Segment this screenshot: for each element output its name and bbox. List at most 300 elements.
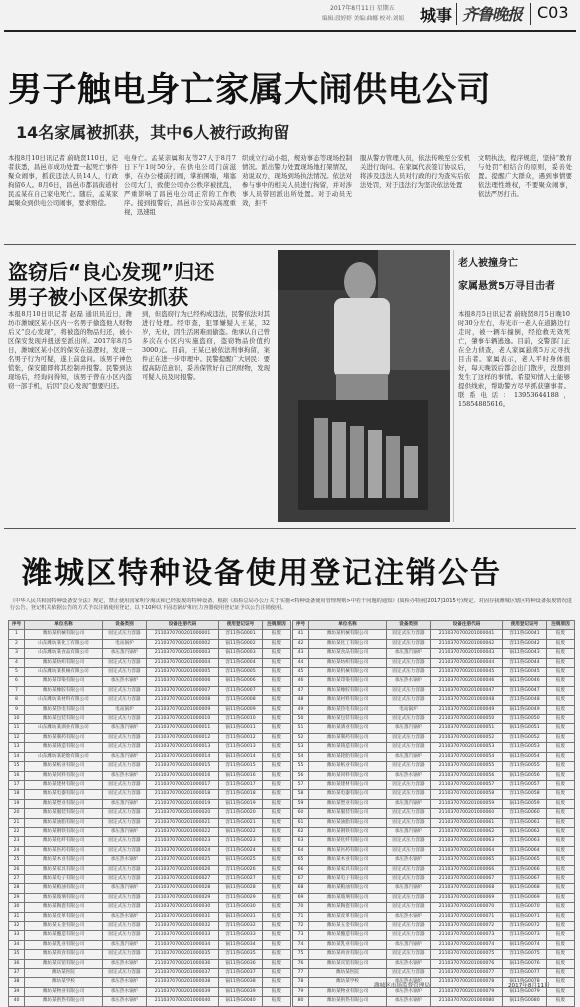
table-cell: 潍坊某酿造有限公司 <box>309 931 387 940</box>
table-cell: 2110370700201000030 <box>147 903 219 912</box>
table-cell: 报废 <box>547 837 575 846</box>
table-cell: 固定式压力容器 <box>103 809 147 818</box>
table-cell: 报废 <box>263 649 291 658</box>
table-cell: 潍坊某物业有限公司 <box>309 987 387 996</box>
table-cell: 报废 <box>547 809 575 818</box>
header-cell: 序号 <box>293 621 309 630</box>
table-cell: 容11鲁G0005 <box>219 668 263 677</box>
table-cell: 报废 <box>547 630 575 639</box>
table-cell: 潍坊某铸造有限公司 <box>25 743 103 752</box>
lead-column-4: 服从警方管理人员，依法传唤至公安机关进行询问。在家属代表签订协议后，将涉及违法人员对行政的行为查实后依法处罚，对于违法行为坚决依法处置 <box>360 154 470 189</box>
table-cell: 73 <box>293 931 309 940</box>
table-cell: 报废 <box>547 705 575 714</box>
table-cell: 报废 <box>547 639 575 648</box>
table-cell: 固定式压力容器 <box>103 715 147 724</box>
table-row <box>9 630 291 639</box>
table-cell: 报废 <box>263 874 291 883</box>
table-row <box>293 903 575 912</box>
table-row <box>9 903 291 912</box>
table-cell: 固定式压力容器 <box>387 658 431 667</box>
table-cell: 64 <box>293 846 309 855</box>
header-cell: 使用登记证号 <box>503 621 547 630</box>
table-cell: 2110370700201000046 <box>431 677 503 686</box>
table-cell: 报废 <box>547 893 575 902</box>
table-cell: 2110370700201000007 <box>147 686 219 695</box>
table-cell: 潍坊某钢铁有限公司 <box>25 827 103 836</box>
table-cell: 容11鲁G0057 <box>503 780 547 789</box>
table-cell: 潍坊某家具有限公司 <box>25 865 103 874</box>
table-cell: 2110370700201000069 <box>431 893 503 902</box>
table-cell: 承压蒸汽锅炉 <box>387 827 431 836</box>
table-cell: 承压热水锅炉 <box>103 856 147 865</box>
table-cell: 潍坊某纺织有限公司 <box>309 658 387 667</box>
table-cell: 承压热水锅炉 <box>387 959 431 968</box>
table-cell: 13 <box>9 743 25 752</box>
table-cell: 潍坊某制药有限公司 <box>309 733 387 742</box>
table-cell: 11 <box>9 724 25 733</box>
table-cell: 17 <box>9 780 25 789</box>
table-cell: 潍坊某木业有限公司 <box>25 856 103 865</box>
table-cell: 容11鲁G0075 <box>503 950 547 959</box>
table-cell: 67 <box>293 874 309 883</box>
table-cell: 承压蒸汽锅炉 <box>103 724 147 733</box>
table-cell: 报废 <box>263 724 291 733</box>
table-cell: 潍坊某化纤有限公司 <box>309 837 387 846</box>
table-cell: 4 <box>9 658 25 667</box>
table-cell: 75 <box>293 950 309 959</box>
table-cell: 53 <box>293 743 309 752</box>
table-cell: 报废 <box>263 809 291 818</box>
table-cell: 潍坊某酿造有限公司 <box>25 931 103 940</box>
table-cell: 潍坊某橡胶有限公司 <box>309 686 387 695</box>
table-row <box>9 940 291 949</box>
table-row <box>293 743 575 752</box>
table-cell: 2110370700201000070 <box>431 903 503 912</box>
table-cell: 37 <box>9 969 25 978</box>
table-cell: 2110370700201000064 <box>431 846 503 855</box>
table-cell: 锅11鲁G0016 <box>219 771 263 780</box>
table-cell: 容11鲁G0032 <box>219 922 263 931</box>
table-cell: 报废 <box>547 959 575 968</box>
table-row <box>9 818 291 827</box>
table-cell: 容11鲁G0070 <box>503 903 547 912</box>
table-row <box>9 978 291 987</box>
table-cell: 锅11鲁G0022 <box>219 827 263 836</box>
table-cell: 锅11鲁G0062 <box>503 827 547 836</box>
table-row <box>293 762 575 771</box>
table-cell: 68 <box>293 884 309 893</box>
table-cell: 山东潍坊某机械有限公司 <box>25 668 103 677</box>
table-cell: 固定式压力容器 <box>387 639 431 648</box>
table-cell: 54 <box>293 752 309 761</box>
notice-table-header <box>293 621 575 630</box>
table-cell: 固定式压力容器 <box>387 780 431 789</box>
table-cell: 24 <box>9 846 25 855</box>
table-cell: 报废 <box>263 686 291 695</box>
table-cell: 容11鲁G0067 <box>503 874 547 883</box>
table-cell: 承压热水锅炉 <box>387 987 431 996</box>
table-cell: 报废 <box>547 658 575 667</box>
table-cell: 锅11鲁G0031 <box>219 912 263 921</box>
header-cell: 注销原因 <box>547 621 575 630</box>
table-cell: 2110370700201000068 <box>431 884 503 893</box>
table-cell: 承压蒸汽锅炉 <box>387 884 431 893</box>
table-cell: 固定式压力容器 <box>103 762 147 771</box>
table-row <box>9 922 291 931</box>
table-cell: 容11鲁G0045 <box>503 668 547 677</box>
table-cell: 容11鲁G0064 <box>503 846 547 855</box>
table-row <box>293 837 575 846</box>
table-cell: 锅11鲁G0046 <box>503 677 547 686</box>
table-cell: 锅11鲁G0014 <box>219 752 263 761</box>
table-cell: 固定式压力容器 <box>387 715 431 724</box>
table-cell: 固定式压力容器 <box>387 893 431 902</box>
table-cell: 报废 <box>547 733 575 742</box>
table-row <box>293 940 575 949</box>
table-cell: 报废 <box>263 696 291 705</box>
table-cell: 潍坊某酒业有限公司 <box>309 724 387 733</box>
table-cell: 锅11鲁G0051 <box>503 724 547 733</box>
table-cell: 2110370700201000065 <box>431 856 503 865</box>
table-cell: 容11鲁G0026 <box>219 865 263 874</box>
table-cell: 2110370700201000042 <box>431 639 503 648</box>
table-cell: 报废 <box>263 780 291 789</box>
notice-footer-org: 潍城区市场监督管理局 <box>374 983 430 989</box>
table-cell: 51 <box>293 724 309 733</box>
table-cell: 10 <box>9 715 25 724</box>
header-cell: 设备类别 <box>103 621 147 630</box>
table-cell: 2110370700201000058 <box>431 790 503 799</box>
table-row <box>9 987 291 996</box>
table-cell: 锅11鲁G0034 <box>219 940 263 949</box>
table-cell: 锅11鲁G0009 <box>219 705 263 714</box>
table-cell: 2110370700201000027 <box>147 874 219 883</box>
table-cell: 报废 <box>547 922 575 931</box>
table-row <box>293 724 575 733</box>
table-cell: 潍坊某食品有限公司 <box>309 649 387 658</box>
table-cell: 潍坊某机械有限公司 <box>25 630 103 639</box>
table-cell: 潍坊某电器有限公司 <box>25 790 103 799</box>
table-cell: 2110370700201000048 <box>431 696 503 705</box>
table-cell: 容11鲁G0023 <box>219 837 263 846</box>
table-cell: 报废 <box>547 677 575 686</box>
table-cell: 57 <box>293 780 309 789</box>
table-cell: 报废 <box>547 743 575 752</box>
table-cell: 34 <box>9 940 25 949</box>
table-cell: 7 <box>9 686 25 695</box>
table-cell: 潍坊某家具有限公司 <box>309 865 387 874</box>
table-cell: 容11鲁G0018 <box>219 790 263 799</box>
table-cell: 报废 <box>263 705 291 714</box>
table-cell: 容11鲁G0069 <box>503 893 547 902</box>
table-row <box>9 705 291 714</box>
table-cell: 66 <box>293 865 309 874</box>
table-cell: 61 <box>293 818 309 827</box>
table-cell: 20 <box>9 809 25 818</box>
table-cell: 32 <box>9 922 25 931</box>
table-cell: 容11鲁G0044 <box>503 658 547 667</box>
table-cell: 报废 <box>547 649 575 658</box>
notice-intro: 《中华人民共和国特种设备安全法》规定，禁止使用国家明令淘汰和已经报废的特种设备。根据《质检总局办公厅关于实施<特种设备使用管理规则>中若干问题的通知》(质检办特函[2017]1015号)规定，对固存我潍城区辖区特种设备报废情况进行公告。登记机关依据公告的方式予以注销使用登记，以下10种以下固态锅炉和压力容器使用登记证予以公告注销使用。 <box>10 598 572 611</box>
table-row <box>293 771 575 780</box>
table-cell: 潍坊某玻璃有限公司 <box>25 893 103 902</box>
table-row <box>9 912 291 921</box>
table-cell: 潍坊某服装有限公司 <box>309 809 387 818</box>
table-cell: 报废 <box>263 668 291 677</box>
table-cell: 报废 <box>263 799 291 808</box>
table-row <box>293 997 575 1006</box>
column-divider <box>453 250 454 522</box>
table-cell: 承压蒸汽锅炉 <box>103 940 147 949</box>
table-row <box>293 715 575 724</box>
table-row <box>9 856 291 865</box>
table-cell: 2110370700201000074 <box>431 940 503 949</box>
table-cell: 固定式压力容器 <box>387 865 431 874</box>
table-cell: 潍坊某陶瓷有限公司 <box>309 903 387 912</box>
table-cell: 潍坊某肉食有限公司 <box>25 950 103 959</box>
table-cell: 报废 <box>263 743 291 752</box>
table-cell: 65 <box>293 856 309 865</box>
table-cell: 48 <box>293 696 309 705</box>
table-cell: 锅11鲁G0039 <box>219 987 263 996</box>
table-cell: 锅11鲁G0019 <box>219 799 263 808</box>
notice-footer-date: 2017年8月11日 <box>508 983 550 989</box>
table-cell: 2110370700201000037 <box>147 969 219 978</box>
table-cell: 报废 <box>547 686 575 695</box>
table-row <box>293 846 575 855</box>
table-cell: 45 <box>293 668 309 677</box>
table-cell: 固定式压力容器 <box>387 630 431 639</box>
table-cell: 固定式压力容器 <box>387 696 431 705</box>
table-cell: 固定式压力容器 <box>103 846 147 855</box>
table-cell: 2110370700201000018 <box>147 790 219 799</box>
table-cell: 固定式压力容器 <box>103 686 147 695</box>
table-cell: 固定式压力容器 <box>387 837 431 846</box>
table-cell: 容11鲁G0021 <box>219 818 263 827</box>
table-row <box>9 884 291 893</box>
table-cell: 潍坊某物业有限公司 <box>25 987 103 996</box>
table-cell: 容11鲁G0072 <box>503 922 547 931</box>
table-cell: 潍坊某木业有限公司 <box>309 856 387 865</box>
table-cell: 容11鲁G0047 <box>503 686 547 695</box>
table-cell: 容11鲁G0015 <box>219 762 263 771</box>
table-cell: 固定式压力容器 <box>103 931 147 940</box>
table-cell: 容11鲁G0027 <box>219 874 263 883</box>
table-row <box>9 658 291 667</box>
table-cell: 2110370700201000003 <box>147 649 219 658</box>
table-cell: 报废 <box>547 912 575 921</box>
table-cell: 2110370700201000053 <box>431 743 503 752</box>
table-cell: 报废 <box>547 969 575 978</box>
table-cell: 2110370700201000041 <box>431 630 503 639</box>
table-cell: 容11鲁G0063 <box>503 837 547 846</box>
table-cell: 山东潍坊某食品有限公司 <box>25 649 103 658</box>
table-row <box>9 762 291 771</box>
table-cell: 锅11鲁G0002 <box>219 639 263 648</box>
table-cell: 承压热水锅炉 <box>387 771 431 780</box>
table-row <box>293 874 575 883</box>
table-cell: 22 <box>9 827 25 836</box>
table-cell: 2110370700201000015 <box>147 762 219 771</box>
table-cell: 潍坊某供热有限公司 <box>25 997 103 1006</box>
table-row <box>9 969 291 978</box>
table-cell: 2110370700201000034 <box>147 940 219 949</box>
table-cell: 固定式压力容器 <box>103 780 147 789</box>
table-cell: 2110370700201000051 <box>431 724 503 733</box>
table-cell: 锅11鲁G0071 <box>503 912 547 921</box>
table-cell: 49 <box>293 705 309 714</box>
table-row <box>9 743 291 752</box>
table-cell: 62 <box>293 827 309 836</box>
table-cell: 潍坊某塑业有限公司 <box>309 799 387 808</box>
table-cell: 27 <box>9 874 25 883</box>
table-cell: 潍坊某陶瓷有限公司 <box>25 903 103 912</box>
table-cell: 潍坊某油脂有限公司 <box>309 818 387 827</box>
table-cell: 39 <box>9 987 25 996</box>
table-cell: 潍坊某铸造有限公司 <box>309 743 387 752</box>
table-cell: 2110370700201000010 <box>147 715 219 724</box>
table-cell: 固定式压力容器 <box>103 630 147 639</box>
table-cell: 潍坊某乳业有限公司 <box>309 940 387 949</box>
table-cell: 潍坊某服装有限公司 <box>25 809 103 818</box>
table-cell: 29 <box>9 893 25 902</box>
table-cell: 潍坊某电子有限公司 <box>309 874 387 883</box>
header-divider-2 <box>530 3 531 25</box>
table-cell: 2110370700201000062 <box>431 827 503 836</box>
table-cell: 2110370700201000011 <box>147 724 219 733</box>
table-cell: 2110370700201000004 <box>147 658 219 667</box>
table-cell: 2110370700201000049 <box>431 705 503 714</box>
story2-headline-line1: 盗窃后“良心发现”归还 <box>8 260 215 284</box>
table-cell: 1 <box>9 630 25 639</box>
table-cell: 2110370700201000061 <box>431 818 503 827</box>
table-cell: 2110370700201000006 <box>147 677 219 686</box>
table-cell: 2110370700201000020 <box>147 809 219 818</box>
table-cell: 2110370700201000038 <box>147 978 219 987</box>
table-cell: 容11鲁G0037 <box>219 969 263 978</box>
table-row <box>293 884 575 893</box>
table-cell: 固定式压力容器 <box>387 922 431 931</box>
table-cell: 潍坊某印染有限公司 <box>25 677 103 686</box>
table-cell: 2110370700201000079 <box>431 987 503 996</box>
table-cell: 2110370700201000036 <box>147 959 219 968</box>
table-cell: 固定式压力容器 <box>387 846 431 855</box>
table-row <box>293 639 575 648</box>
table-row <box>293 950 575 959</box>
table-cell: 锅11鲁G0040 <box>219 997 263 1006</box>
table-cell: 潍坊某建材有限公司 <box>25 780 103 789</box>
table-cell: 承压热水锅炉 <box>387 856 431 865</box>
table-cell: 3 <box>9 649 25 658</box>
table-cell: 2110370700201000001 <box>147 630 219 639</box>
table-cell: 78 <box>293 978 309 987</box>
table-cell: 43 <box>293 649 309 658</box>
table-row <box>9 809 291 818</box>
table-cell: 潍坊某化纤有限公司 <box>25 837 103 846</box>
table-cell: 59 <box>293 799 309 808</box>
table-cell: 报废 <box>547 856 575 865</box>
table-cell: 潍坊某电子有限公司 <box>25 874 103 883</box>
table-row <box>293 705 575 714</box>
table-row <box>9 752 291 761</box>
table-cell: 2110370700201000019 <box>147 799 219 808</box>
table-cell: 容11鲁G0029 <box>219 893 263 902</box>
table-cell: 2110370700201000009 <box>147 705 219 714</box>
table-cell: 报废 <box>263 639 291 648</box>
table-row <box>293 649 575 658</box>
table-cell: 锅11鲁G0076 <box>503 959 547 968</box>
table-cell: 潍坊某饲料有限公司 <box>25 771 103 780</box>
table-cell: 报废 <box>547 762 575 771</box>
issue-date: 2017年8月11日 星期五 <box>330 5 395 12</box>
table-cell: 潍坊某机械有限公司 <box>309 668 387 677</box>
table-cell: 承压蒸汽锅炉 <box>387 649 431 658</box>
table-cell: 2110370700201000063 <box>431 837 503 846</box>
header-cell: 设备类别 <box>387 621 431 630</box>
table-row <box>293 799 575 808</box>
table-cell: 潍坊某宾馆有限公司 <box>309 959 387 968</box>
table-row <box>293 827 575 836</box>
table-cell: 2110370700201000077 <box>431 969 503 978</box>
table-row <box>293 686 575 695</box>
table-cell: 52 <box>293 733 309 742</box>
table-cell: 容11鲁G0061 <box>503 818 547 827</box>
table-cell: 2110370700201000052 <box>431 733 503 742</box>
table-cell: 容11鲁G0017 <box>219 780 263 789</box>
table-cell: 容11鲁G0052 <box>503 733 547 742</box>
table-row <box>9 649 291 658</box>
table-cell: 固定式压力容器 <box>103 837 147 846</box>
header-cell: 单位名称 <box>309 621 387 630</box>
table-row <box>293 658 575 667</box>
notice-table-header <box>9 621 291 630</box>
table-cell: 固定式压力容器 <box>387 733 431 742</box>
table-cell: 2110370700201000024 <box>147 846 219 855</box>
table-row <box>9 827 291 836</box>
table-cell: 容11鲁G0035 <box>219 950 263 959</box>
table-cell: 承压蒸汽锅炉 <box>103 827 147 836</box>
table-cell: 76 <box>293 959 309 968</box>
table-row <box>9 931 291 940</box>
table-cell: 潍坊某医院 <box>309 969 387 978</box>
table-cell: 潍坊某油脂有限公司 <box>25 818 103 827</box>
table-cell: 固定式压力容器 <box>387 874 431 883</box>
table-cell: 锅11鲁G0079 <box>503 987 547 996</box>
table-cell: 报废 <box>547 715 575 724</box>
table-cell: 报废 <box>547 790 575 799</box>
page-number: C03 <box>537 3 569 22</box>
table-row <box>9 846 291 855</box>
table-cell: 2110370700201000021 <box>147 818 219 827</box>
notice-table-right <box>292 620 574 1007</box>
table-cell: 承压热水锅炉 <box>387 912 431 921</box>
table-row <box>9 668 291 677</box>
table-cell: 2110370700201000029 <box>147 893 219 902</box>
table-cell: 2110370700201000044 <box>431 658 503 667</box>
newspaper-logo: 齐鲁晚报 <box>462 5 523 24</box>
table-cell: 报废 <box>547 780 575 789</box>
table-cell: 承压蒸汽锅炉 <box>387 752 431 761</box>
table-cell: 9 <box>9 705 25 714</box>
table-cell: 报废 <box>547 865 575 874</box>
table-cell: 锅11鲁G0054 <box>503 752 547 761</box>
table-cell: 潍坊某乳业有限公司 <box>25 940 103 949</box>
table-row <box>9 790 291 799</box>
table-cell: 锅11鲁G0028 <box>219 884 263 893</box>
table-cell: 潍坊某纸业有限公司 <box>25 762 103 771</box>
table-cell: 报废 <box>263 790 291 799</box>
table-row <box>9 865 291 874</box>
